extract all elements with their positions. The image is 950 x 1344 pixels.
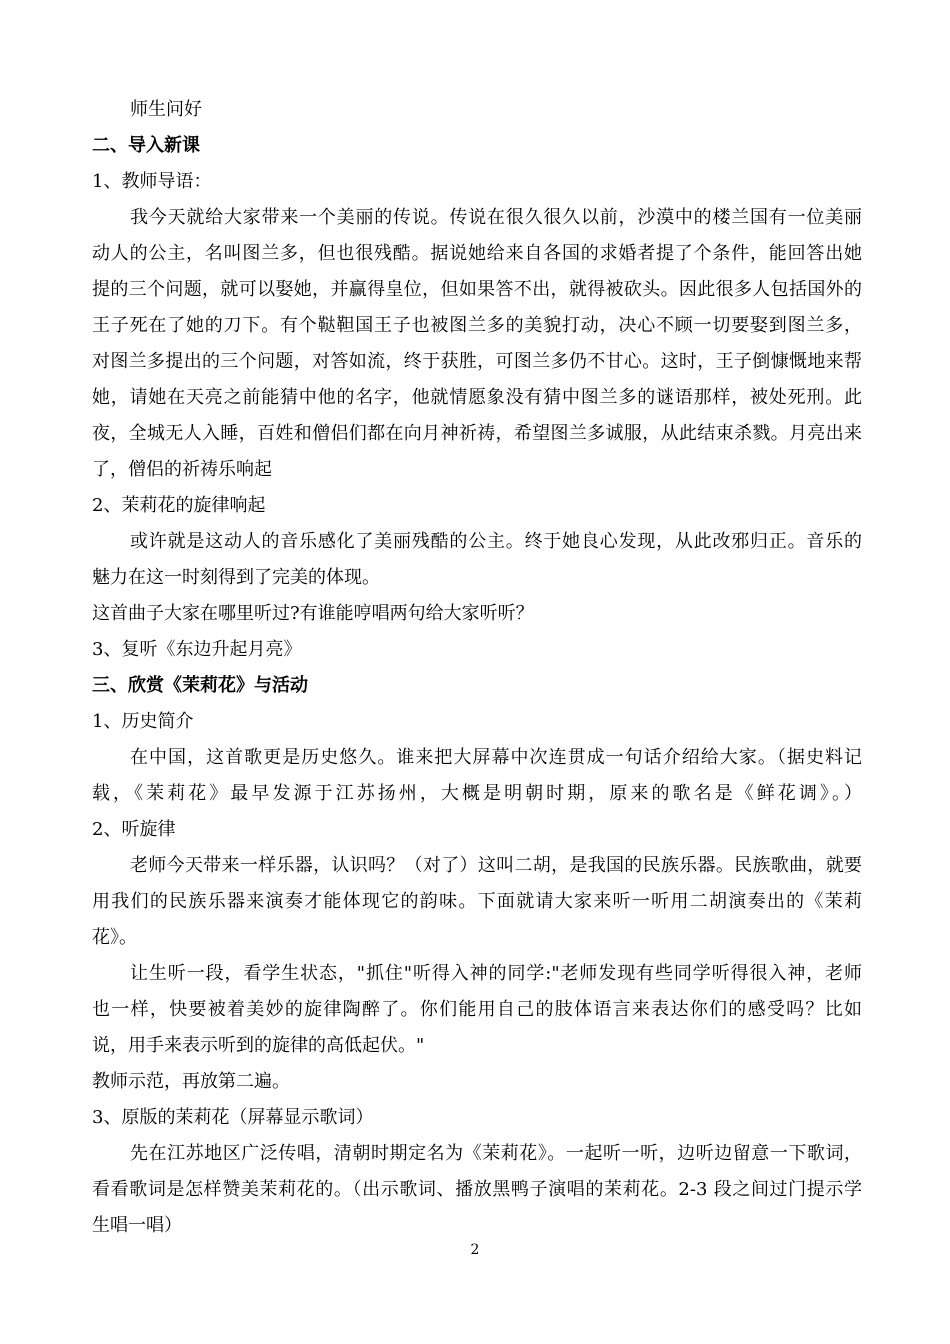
section-heading: 二、导入新课 — [92, 135, 200, 156]
subheading: 1、教师导语： — [92, 171, 212, 192]
text-line: 提的三个问题，就可以娶她，并赢得皇位，但如果答不出，就得被砍头。因此很多人包括国外的 — [92, 279, 862, 300]
text-line: 师生问好 — [130, 99, 202, 120]
text-line: 了，僧侣的祈祷乐响起 — [92, 459, 272, 480]
text-line: 先在江苏地区广泛传唱，清朝时期定名为《茉莉花》。一起听一听，边听边留意一下歌词， — [130, 1143, 862, 1164]
text-line: 在中国，这首歌更是历史悠久。谁来把大屏幕中次连贯成一句话介绍给大家。（据史料记 — [130, 747, 862, 768]
document-body — [92, 92, 862, 1244]
text-line: 教师示范，再放第二遍。 — [92, 1071, 290, 1092]
text-line: 她，请她在天亮之前能猜中他的名字，他就情愿象没有猜中图兰多的谜语那样，被处死刑。此 — [92, 387, 862, 408]
text-line: 这首曲子大家在哪里听过?有谁能哼唱两句给大家听听？ — [92, 603, 534, 624]
text-line: 夜，全城无人入睡，百姓和僧侣们都在向月神祈祷，希望图兰多诚服，从此结束杀戮。月亮出来 — [92, 423, 862, 444]
section-heading: 三、欣赏《茉莉花》与活动 — [92, 675, 308, 696]
text-line: 老师今天带来一样乐器，认识吗？（对了）这叫二胡，是我国的民族乐器。民族歌曲，就要 — [130, 855, 862, 876]
subheading: 3、原版的茉莉花（屏幕显示歌词） — [92, 1107, 374, 1128]
text-line: 魅力在这一时刻得到了完美的体现。 — [92, 567, 380, 588]
subheading: 3、复听《东边升起月亮》 — [92, 639, 302, 660]
text-line: 让生听一段，看学生状态，"抓住"听得入神的同学:"老师发现有些同学听得很入神，老师 — [130, 963, 862, 984]
text-line: 生唱一唱） — [92, 1215, 182, 1236]
text-line: 用我们的民族乐器来演奏才能体现它的韵味。下面就请大家来听一听用二胡演奏出的《茉莉 — [92, 891, 862, 912]
text-line: 花》。 — [92, 927, 137, 948]
text-line: 载，《茉莉花》最早发源于江苏扬州，大概是明朝时期，原来的歌名是《鲜花调》。） — [92, 783, 862, 804]
subheading: 2、听旋律 — [92, 819, 176, 840]
text-line: 看看歌词是怎样赞美茉莉花的。（出示歌词、播放黑鸭子演唱的茉莉花。2-3 段之间过门提示学 — [92, 1179, 862, 1200]
subheading: 1、历史简介 — [92, 711, 194, 732]
text-line: 对图兰多提出的三个问题，对答如流，终于获胜，可图兰多仍不甘心。这时，王子倒慷慨地来帮 — [92, 351, 862, 372]
text-line: 说，用手来表示听到的旋律的高低起伏。" — [92, 1035, 425, 1056]
page-number: 2 — [470, 1242, 480, 1258]
subheading: 2、茉莉花的旋律响起 — [92, 495, 266, 516]
text-line: 王子死在了她的刀下。有个鞑靼国王子也被图兰多的美貌打动，决心不顾一切要娶到图兰多， — [92, 315, 862, 336]
text-line: 也一样，快要被着美妙的旋律陶醉了。你们能用自己的肢体语言来表达你们的感受吗？比如 — [92, 999, 862, 1020]
text-line: 动人的公主，名叫图兰多，但也很残酷。据说她给来自各国的求婚者提了个条件，能回答出她 — [92, 243, 862, 264]
text-line: 或许就是这动人的音乐感化了美丽残酷的公主。终于她良心发现，从此改邪归正。音乐的 — [130, 531, 862, 552]
text-line: 我今天就给大家带来一个美丽的传说。传说在很久很久以前，沙漠中的楼兰国有一位美丽 — [130, 207, 862, 228]
